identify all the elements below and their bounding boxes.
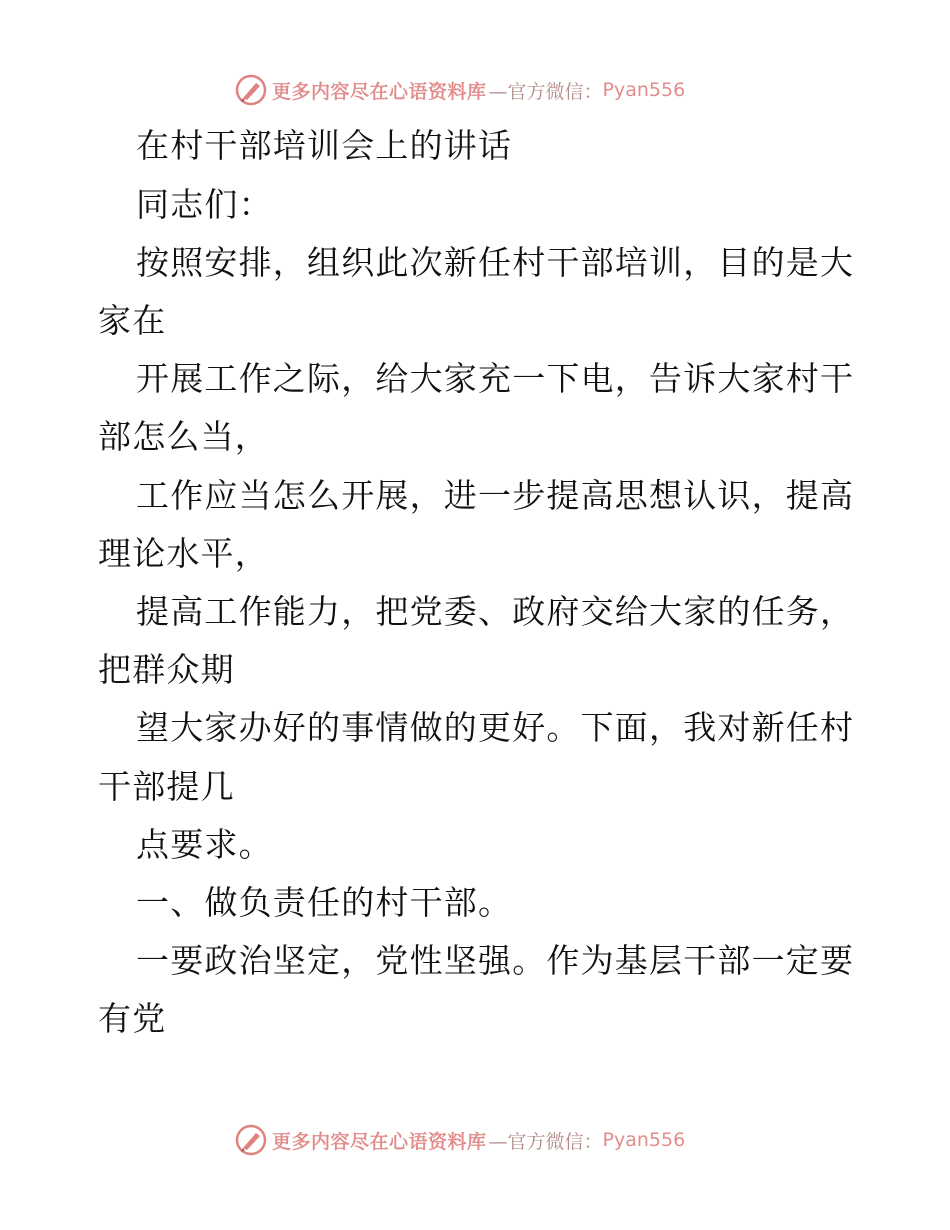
paragraph-line: 开展工作之际，给大家充一下电，告诉大家村干 — [136, 359, 855, 398]
section-heading: 一、做负责任的村干部。 — [136, 883, 513, 922]
paragraph-line: 有党 — [98, 999, 167, 1038]
paragraph-line: 家在 — [98, 301, 167, 340]
document-title: 在村干部培训会上的讲话 — [136, 126, 513, 165]
pen-logo-icon — [234, 73, 268, 107]
paragraph-line: 工作应当怎么开展，进一步提高思想认识，提高 — [136, 476, 855, 515]
watermark-id-text: Pyan556 — [602, 79, 686, 101]
footer-watermark — [234, 1120, 685, 1160]
watermark-main-text: 更多内容尽在心语资料库 — [272, 1130, 487, 1153]
header-watermark — [234, 70, 685, 110]
paragraph-line: 干部提几 — [98, 767, 235, 806]
salutation: 同志们： — [136, 185, 273, 224]
paragraph-line: 理论水平， — [98, 534, 269, 573]
paragraph-line: 提高工作能力，把党委、政府交给大家的任务， — [136, 592, 855, 631]
paragraph-line: 部怎么当， — [98, 417, 269, 456]
paragraph-line: 一要政治坚定，党性坚强。作为基层干部一定要 — [136, 941, 855, 980]
watermark-id-text: Pyan556 — [602, 1129, 686, 1151]
pen-logo-icon — [234, 1123, 268, 1157]
paragraph-line: 按照安排，组织此次新任村干部培训，目的是大 — [136, 243, 855, 282]
watermark-main-text: 更多内容尽在心语资料库 — [272, 80, 487, 103]
paragraph-line: 把群众期 — [98, 650, 235, 689]
watermark-sub-text: —官方微信： — [488, 80, 603, 103]
watermark-sub-text: —官方微信： — [488, 1130, 603, 1153]
paragraph-line: 点要求。 — [136, 825, 273, 864]
paragraph-line: 望大家办好的事情做的更好。下面，我对新任村 — [136, 708, 855, 747]
